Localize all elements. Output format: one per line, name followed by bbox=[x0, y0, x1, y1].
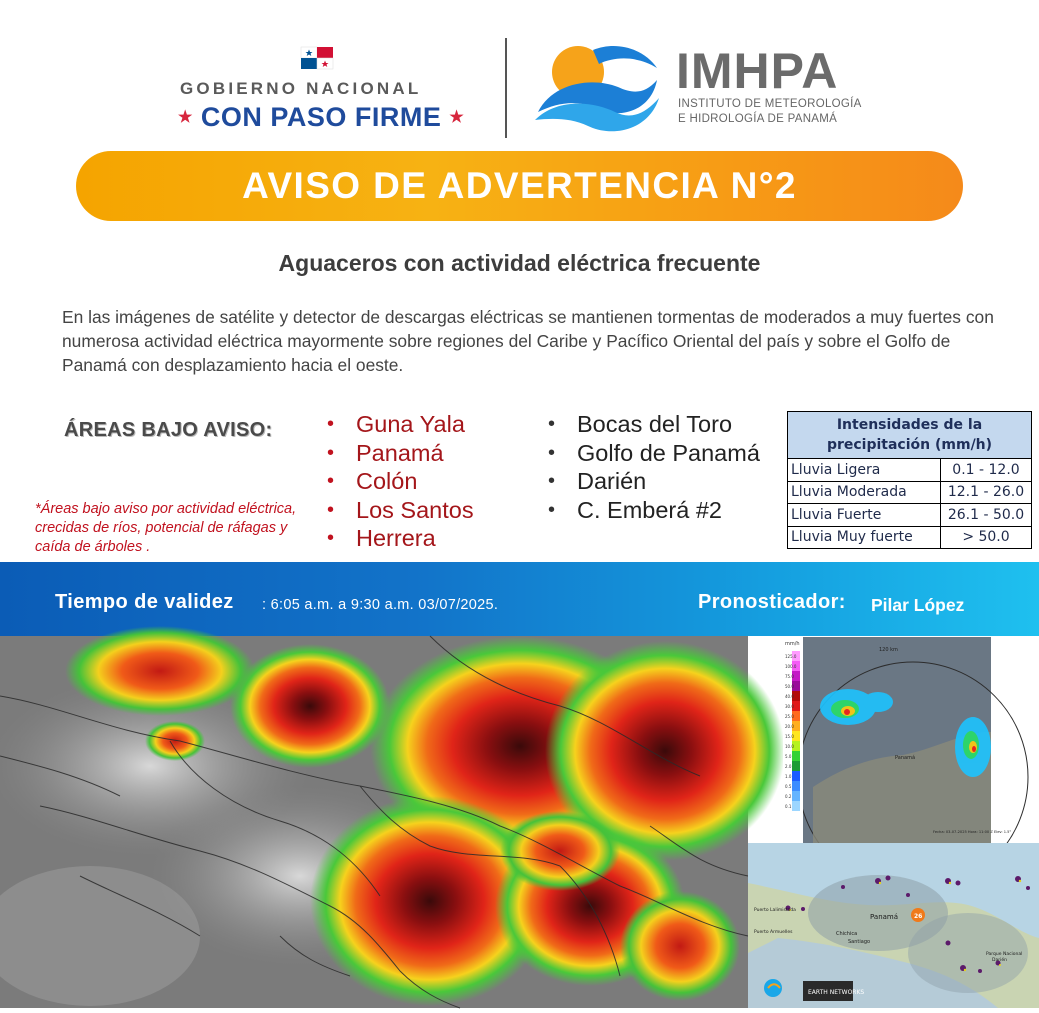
precip-value: > 50.0 bbox=[941, 526, 1032, 549]
imhpa-logo-icon bbox=[533, 42, 663, 134]
header-divider bbox=[505, 38, 507, 138]
areas-list-secondary bbox=[546, 410, 771, 524]
radar-scale-label: 50.0 bbox=[785, 684, 794, 689]
radar-unit: mm/h bbox=[785, 641, 800, 647]
radar-image bbox=[783, 637, 1012, 846]
radar-scale-label: 40.0 bbox=[785, 694, 794, 699]
area-item: • Los Santos bbox=[325, 496, 474, 525]
radar-footer: Fecha: 03-07-2025 Hora: 11:00 Z Elev: 1.5° bbox=[933, 830, 1012, 834]
area-item: • Colón bbox=[325, 467, 474, 496]
star-icon: ★ bbox=[449, 109, 465, 126]
gov-slogan: CON PASO FIRME bbox=[200, 102, 442, 132]
radar-range-label: 120 km bbox=[879, 647, 898, 653]
radar-scale-label: 0.1 bbox=[785, 804, 792, 809]
table-row bbox=[788, 526, 1032, 549]
gov-line1: GOBIERNO NACIONAL bbox=[180, 79, 422, 98]
radar-scale-label: 20.0 bbox=[785, 724, 794, 729]
warning-subtitle: Aguaceros con actividad eléctrica frecuente bbox=[278, 250, 761, 276]
map-label: Panamá bbox=[870, 913, 899, 921]
radar-scale-label: 100.0 bbox=[785, 664, 797, 669]
areas-title: ÁREAS BAJO AVISO: bbox=[64, 419, 273, 441]
satellite-image bbox=[0, 636, 748, 1008]
warning-description: En las imágenes de satélite y detector de descargas eléctricas se mantienen tormentas de moderados a muy fuertes con numerosa actividad eléctrica mayormente sobre regiones del Caribe y Pacífico Oriental del país y sobre el Golfo de Panamá con desplazamiento hacia el oeste. bbox=[62, 307, 994, 375]
lightning-detector-image bbox=[748, 843, 1039, 1008]
gov-line2 bbox=[178, 102, 464, 133]
radar-scale-label: 2.0 bbox=[785, 764, 792, 769]
forecaster-label: Pronosticador: bbox=[698, 591, 846, 613]
org-subtitle-line2: E HIDROLOGÍA DE PANAMÁ bbox=[678, 113, 838, 125]
table-row bbox=[788, 481, 1032, 504]
radar-scale-label: 75.0 bbox=[785, 674, 794, 679]
area-item: • Guna Yala bbox=[325, 410, 474, 439]
star-icon: ★ bbox=[178, 109, 193, 126]
earth-networks-logo: EARTH NETWORKS bbox=[808, 989, 865, 996]
area-item: • Bocas del Toro bbox=[546, 410, 771, 439]
area-item: • Panamá bbox=[325, 439, 474, 468]
forecaster-name: Pilar López bbox=[871, 595, 965, 615]
org-name: IMHPA bbox=[676, 43, 839, 99]
precip-value: 26.1 - 50.0 bbox=[941, 504, 1032, 527]
radar-scale-label: 25.0 bbox=[785, 714, 794, 719]
radar-scale-label: 5.0 bbox=[785, 754, 792, 759]
warning-title: AVISO DE ADVERTENCIA N°2 bbox=[242, 165, 797, 206]
area-item: • C. Emberá #2 bbox=[546, 496, 771, 525]
validity-value: : 6:05 a.m. a 9:30 a.m. 03/07/2025. bbox=[262, 597, 499, 613]
radar-scale-label: 15.0 bbox=[785, 734, 794, 739]
precip-table-title: Intensidades de la precipitación (mm/h) bbox=[788, 412, 1032, 459]
table-row bbox=[788, 459, 1032, 482]
map-label: Puerto Armuelles bbox=[754, 930, 793, 935]
radar-scale-label: 0.2 bbox=[785, 794, 792, 799]
radar-scale-label: 1.0 bbox=[785, 774, 792, 779]
precip-label: Lluvia Ligera bbox=[788, 459, 941, 482]
radar-scale-label: 0.5 bbox=[785, 784, 792, 789]
area-item: • Herrera bbox=[325, 524, 474, 553]
panama-flag-icon bbox=[301, 47, 333, 69]
map-label: Puerto Lalimistada bbox=[754, 908, 796, 913]
areas-list-primary bbox=[325, 410, 474, 553]
precip-label: Lluvia Fuerte bbox=[788, 504, 941, 527]
precip-label: Lluvia Muy fuerte bbox=[788, 526, 941, 549]
map-label: Parque Nacional bbox=[986, 952, 1023, 957]
map-label: Darién bbox=[992, 958, 1007, 963]
lightning-badge: 26 bbox=[914, 913, 923, 920]
radar-scale-label: 30.0 bbox=[785, 704, 794, 709]
org-subtitle-line1: INSTITUTO DE METEOROLOGÍA bbox=[678, 98, 862, 110]
map-label: Chichica bbox=[836, 931, 858, 937]
area-item: • Golfo de Panamá bbox=[546, 439, 771, 468]
validity-bar bbox=[0, 562, 1039, 636]
validity-label: Tiempo de validez bbox=[55, 591, 234, 613]
precip-value: 0.1 - 12.0 bbox=[941, 459, 1032, 482]
radar-place-label: Panamá bbox=[895, 755, 916, 761]
radar-scale-label: 125.0 bbox=[785, 654, 797, 659]
table-row bbox=[788, 504, 1032, 527]
precip-label: Lluvia Moderada bbox=[788, 481, 941, 504]
precip-value: 12.1 - 26.0 bbox=[941, 481, 1032, 504]
map-label: Santiago bbox=[848, 939, 871, 945]
warning-banner bbox=[76, 151, 963, 221]
radar-scale-label: 10.0 bbox=[785, 744, 794, 749]
government-logo bbox=[170, 42, 490, 138]
precipitation-table bbox=[787, 411, 1032, 549]
area-item: • Darién bbox=[546, 467, 771, 496]
areas-note: *Áreas bajo aviso por actividad eléctrica, crecidas de ríos, potencial de ráfagas y caída de árboles . bbox=[35, 501, 297, 555]
